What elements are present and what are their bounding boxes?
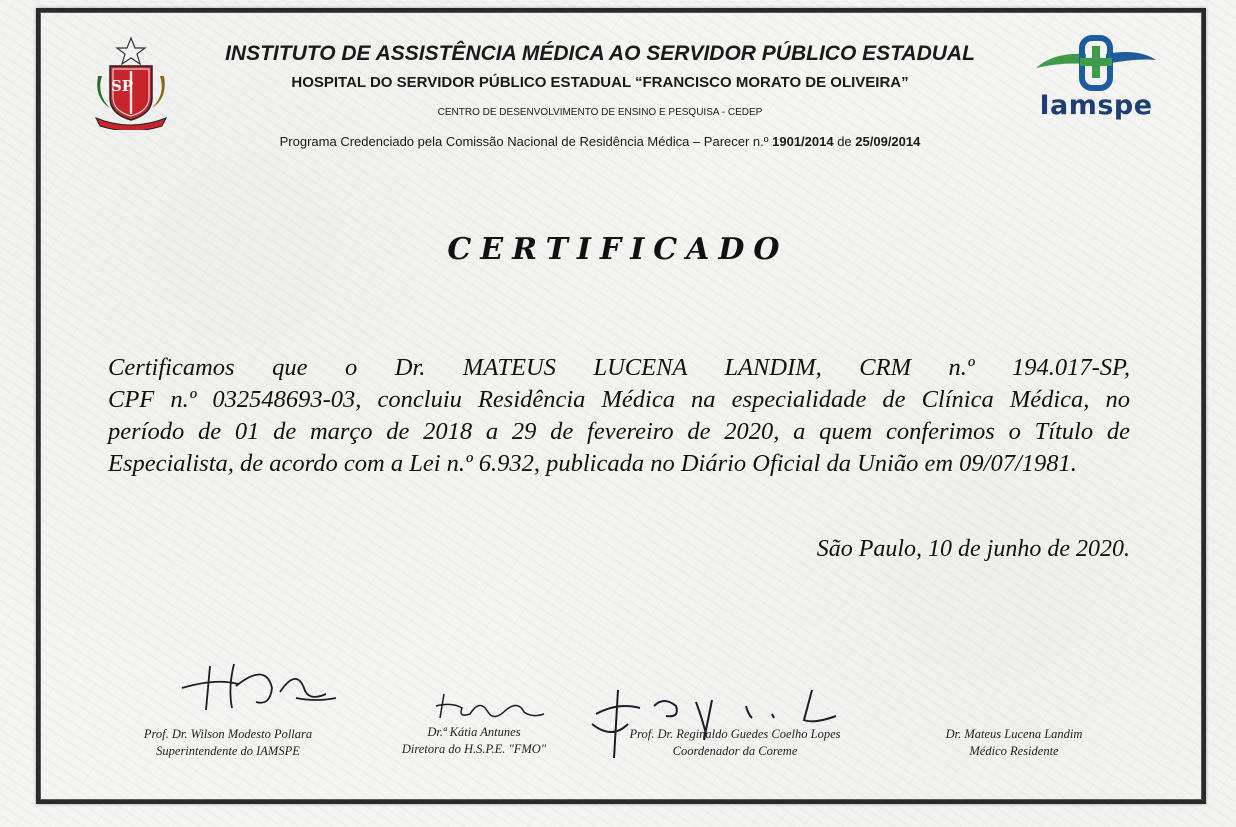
signatory-2 bbox=[382, 724, 566, 758]
svg-text:SP: SP bbox=[110, 77, 134, 95]
signatory-role: Diretora do H.S.P.E. "FMO" bbox=[401, 742, 547, 756]
place-and-date: São Paulo, 10 de junho de 2020. bbox=[816, 536, 1130, 562]
signatory-role: Médico Residente bbox=[969, 744, 1059, 758]
iamspe-logo bbox=[1028, 34, 1164, 126]
certificate-body bbox=[108, 352, 1130, 480]
signatory-name: Prof. Dr. Wilson Modesto Pollara bbox=[143, 727, 313, 741]
body-line: Especialista, de acordo com a Lei n.º 6.932, publicada no Diário Oficial da União em 09/07/1981. bbox=[108, 450, 1077, 477]
signatory-name: Dr. Mateus Lucena Landim bbox=[945, 727, 1083, 741]
signatory-1 bbox=[122, 726, 334, 760]
accreditation-mid: de bbox=[833, 134, 856, 149]
institute-name: INSTITUTO DE ASSISTÊNCIA MÉDICA AO SERVIDOR PÚBLICO ESTADUAL bbox=[225, 42, 975, 65]
parecer-number: 1901/2014 bbox=[772, 134, 834, 149]
certificate-title: CERTIFICADO bbox=[447, 232, 789, 267]
signatory-name: Dr.ª Kátia Antunes bbox=[427, 725, 521, 739]
iamspe-logo-text: Iamspe bbox=[1039, 90, 1153, 121]
sao-paulo-seal-icon bbox=[88, 36, 174, 130]
hospital-name: HOSPITAL DO SERVIDOR PÚBLICO ESTADUAL “FRANCISCO MORATO DE OLIVEIRA” bbox=[291, 74, 909, 91]
signatory-3 bbox=[600, 726, 870, 760]
signatory-role: Coordenador da Coreme bbox=[672, 744, 798, 758]
center-name: CENTRO DE DESENVOLVIMENTO DE ENSINO E PESQUISA - CEDEP bbox=[437, 107, 763, 118]
accreditation-line bbox=[180, 134, 1020, 149]
accreditation-prefix: Programa Credenciado pela Comissão Nacional de Residência Médica – Parecer n.º bbox=[279, 134, 773, 149]
body-line: período de 01 de março de 2018 a 29 de fevereiro de 2020, a quem conferimos o Título de bbox=[108, 418, 1130, 445]
signature-scribble-antunes bbox=[432, 688, 552, 728]
signatory-4 bbox=[914, 726, 1114, 760]
parecer-date: 25/09/2014 bbox=[855, 134, 921, 149]
body-line: CPF n.º 032548693-03, concluiu Residência Médica na especialidade de Clínica Médica, no bbox=[108, 386, 1130, 413]
signatory-name: Prof. Dr. Reginaldo Guedes Coelho Lopes bbox=[629, 727, 841, 741]
signatory-role: Superintendente do IAMSPE bbox=[156, 744, 300, 758]
body-line: Certificamos que o Dr. MATEUS LUCENA LANDIM, CRM n.º 194.017-SP, bbox=[108, 354, 1130, 381]
signature-scribble-pollara bbox=[176, 658, 346, 718]
iamspe-cross-icon bbox=[1028, 34, 1164, 94]
